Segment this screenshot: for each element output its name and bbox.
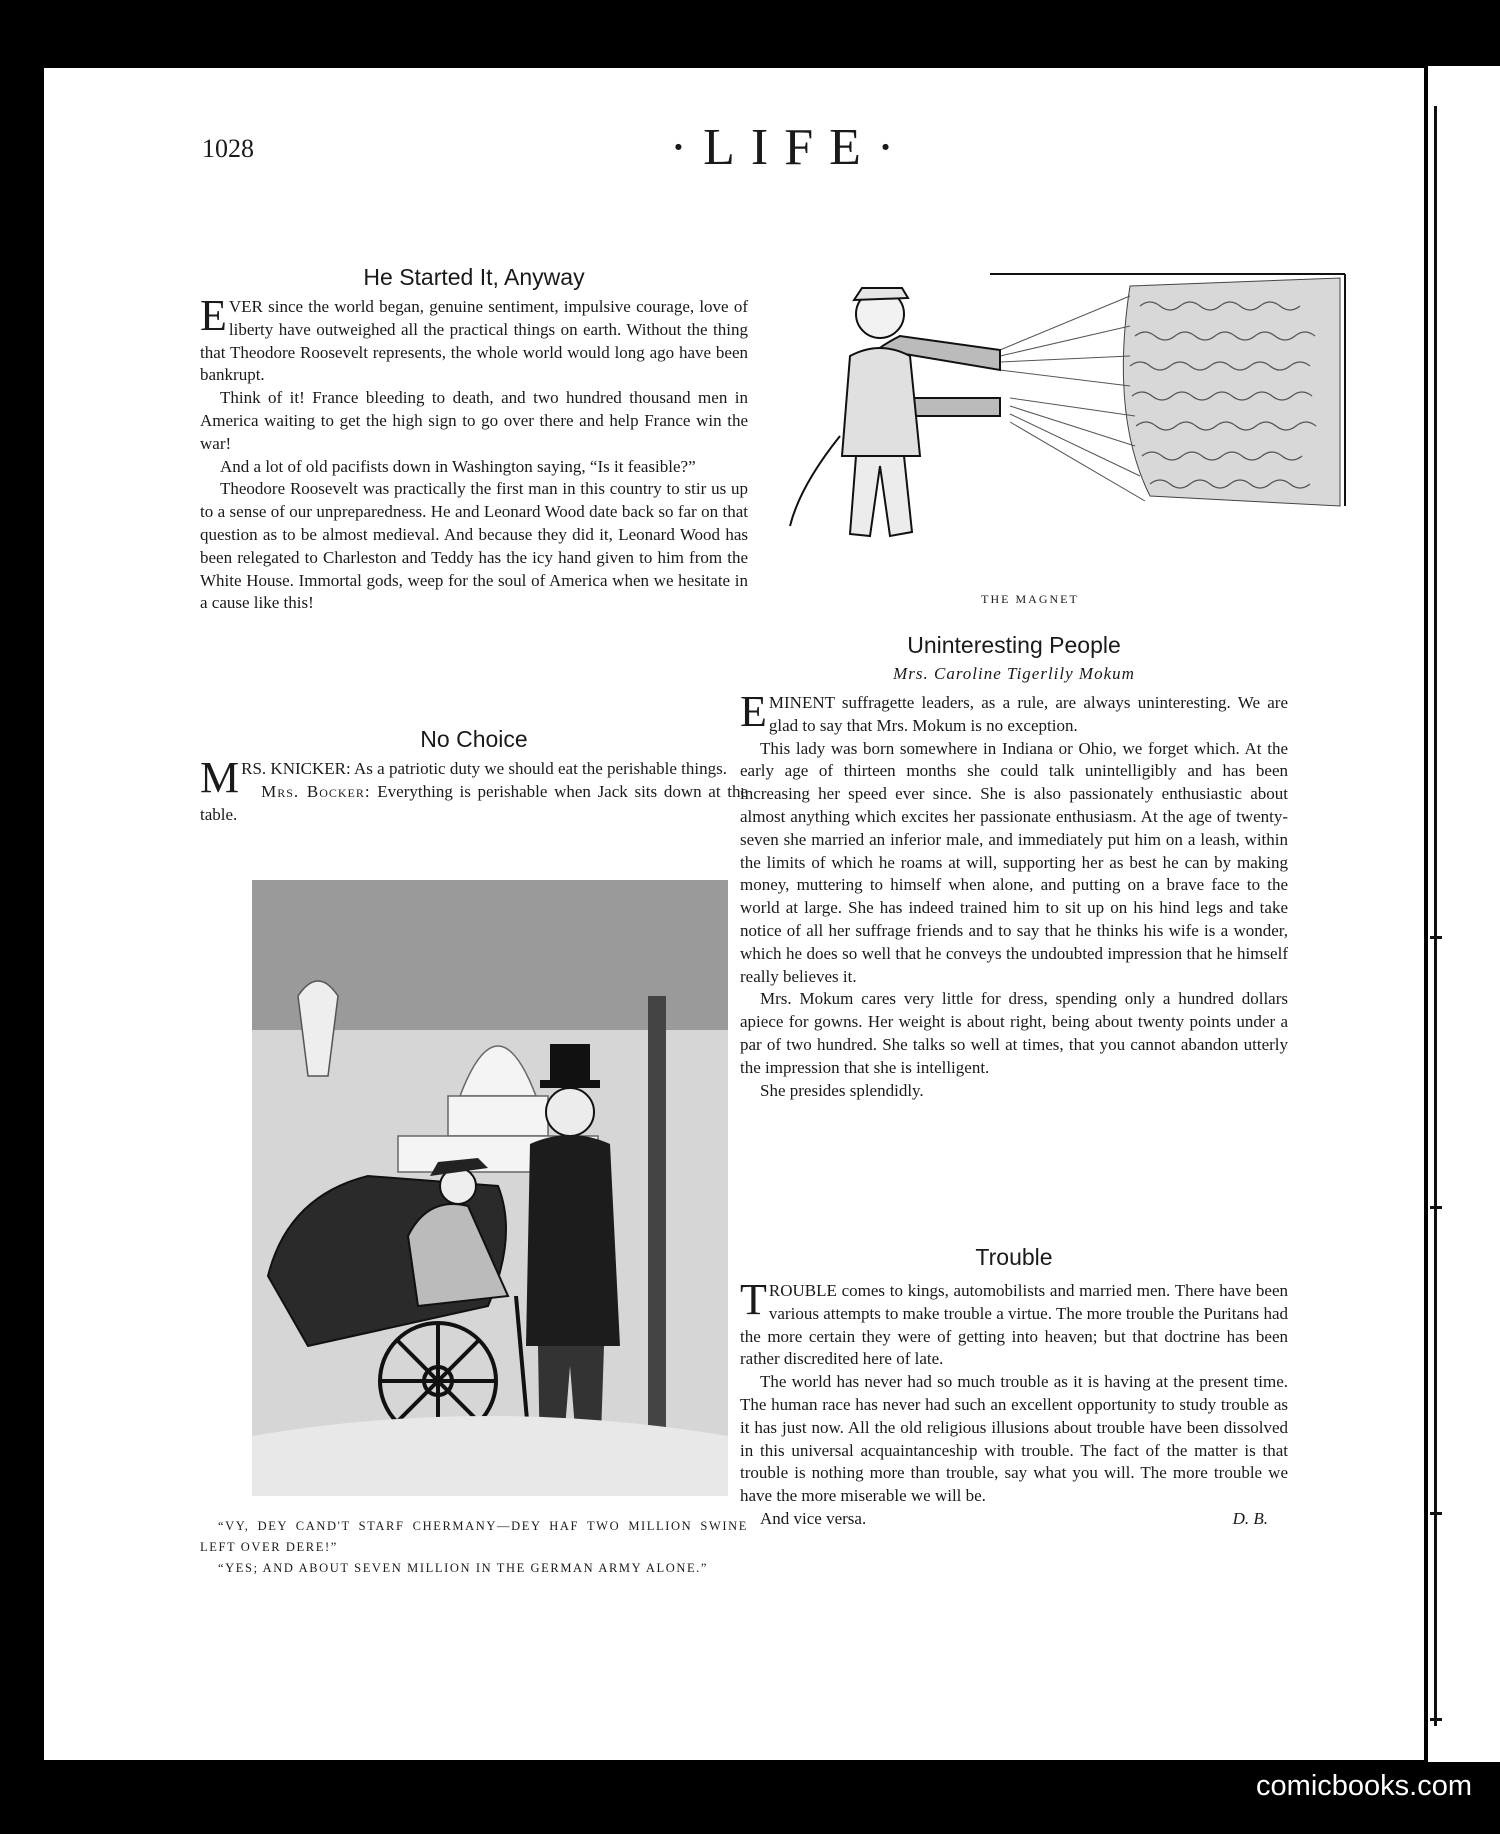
watermark: comicbooks.com <box>1256 1770 1472 1802</box>
article-lead: VER since the world began, genuine sentiment, impulsive courage, love of liberty have outweighed all the practical things on earth. Without the thing that Theodore Roosevelt represents, the whole world would long ago have been bankrupt. <box>200 297 748 385</box>
car-cartoon <box>248 876 732 1500</box>
facing-page-edge <box>1428 66 1500 1762</box>
article-paragraph: Mrs. Mokum cares very little for dress, spending only a hundred dollars apiece for gowns. Her weight is about right, being about twenty points under a par of two hundred. She talks so well at times, that you cannot abandon utterly the impression that she is intelligent. <box>740 989 1288 1077</box>
dropcap: M <box>200 753 240 802</box>
article-paragraph <box>200 781 748 827</box>
magnet-rays <box>1000 296 1145 501</box>
tree-trunk <box>648 996 666 1456</box>
article-byline: Mrs. Caroline Tigerlily Mokum <box>893 664 1135 683</box>
facing-page-tick <box>1430 1206 1442 1209</box>
article-trouble <box>740 1275 1288 1531</box>
speaker-name: Mrs. Bocker: <box>261 781 371 801</box>
roosevelt-figure <box>790 288 920 536</box>
closing-line: And vice versa. <box>760 1508 867 1528</box>
caption-line: “YES; AND ABOUT SEVEN MILLION IN THE GERMAN ARMY ALONE.” <box>218 1561 709 1575</box>
article-lead: RS. KNICKER: As a patriotic duty we should eat the perishable things. <box>241 759 727 778</box>
article-paragraph: This lady was born somewhere in Indiana or Ohio, we forget which. At the early age of thirteen months she could talk unintelligibly and has been increasing her speed ever since. She is also passionately enthusiastic about almost anything which excites her passionate enthusiasm. At the age of twenty-seven she married an inferior male, and immediately put him on a leash, within the limits of which he roams at will, supporting her as best he can by making money, muttering to himself when alone, and putting on a brave face to the world at large. She has indeed trained him to sit up on his hind legs and take notice of all her suffrage friends and to say that he thinks his wife is a wonder, which he does so well that he conveys the undoubted impression that he himself really believes it. <box>740 738 1288 986</box>
article-paragraph: The world has never had so much trouble as it is having at the present time. The human race has never had such an excellent opportunity to study trouble as it has just now. All the old religious illusions about trouble have been dissolved in this universal acquaintanceship with trouble. The fact of the matter is that trouble is nothing more than trouble, say what you will. The more trouble we have the more miserable we will be. <box>740 1372 1288 1506</box>
article-title-no-choice: No Choice <box>420 726 528 752</box>
article-title-trouble: Trouble <box>975 1244 1053 1270</box>
article-paragraph: She presides splendidly. <box>760 1080 924 1100</box>
article-he-started-it <box>200 291 748 615</box>
dropcap: E <box>200 291 227 340</box>
facing-page-tick <box>1430 936 1442 939</box>
masthead: ·LIFE· <box>669 119 911 176</box>
article-paragraph <box>200 291 748 387</box>
article-closing-row <box>740 1508 1288 1531</box>
street <box>252 1416 728 1496</box>
article-lead: ROUBLE comes to kings, automobilists and married men. There have been various attempts to make trouble a virtue. The more trouble the Puritans had the more certain they were of getting into heaven; but that doctrine has been rather discredited here of late. <box>740 1281 1288 1369</box>
page-number: 1028 <box>202 134 254 163</box>
dialogue-line: Everything is perishable when Jack sits down at the table. <box>200 781 748 824</box>
facing-page-tick <box>1430 1718 1442 1721</box>
article-title-he-started-it: He Started It, Anyway <box>363 264 585 290</box>
facing-page-rule <box>1434 106 1437 1726</box>
article-paragraph <box>740 687 1288 738</box>
article-paragraph: And a lot of old pacifists down in Washington saying, “Is it feasible?” <box>220 456 696 476</box>
crowd-illustration <box>1123 278 1340 506</box>
caption-line: “VY, DEY CAND'T STARF CHERMANY—DEY HAF TWO MILLION SWINE LEFT OVER DERE!” <box>200 1519 748 1554</box>
dropcap: E <box>740 687 767 736</box>
article-paragraph: Theodore Roosevelt was practically the first man in this country to stir us up to a sense of our unpreparedness. He and Leonard Wood date back so far on that question as to be almost medieval. And because they did it, Leonard Wood has been relegated to Charleston and Teddy has the icy hand given to him from the White House. Immortal gods, weep for the soul of America when we hesitate in a cause like this! <box>200 479 748 613</box>
magnet-caption: THE MAGNET <box>981 592 1079 606</box>
article-lead: MINENT suffragette leaders, as a rule, are always uninteresting. We are glad to say that Mrs. Mokum is no exception. <box>768 693 1288 735</box>
facing-page-tick <box>1430 1512 1442 1515</box>
article-no-choice <box>200 753 748 826</box>
dropcap: T <box>740 1275 767 1324</box>
magnet-cartoon <box>780 266 1350 582</box>
article-title-uninteresting-people: Uninteresting People <box>907 632 1121 658</box>
article-paragraph: Think of it! France bleeding to death, and two hundred thousand men in America waiting to get the high sign to go over there and help France win the war! <box>200 388 748 453</box>
author-signature: D. B. <box>1232 1508 1268 1528</box>
article-paragraph <box>740 1275 1288 1371</box>
article-uninteresting-people <box>740 687 1288 1102</box>
car-cartoon-caption <box>200 1516 748 1579</box>
